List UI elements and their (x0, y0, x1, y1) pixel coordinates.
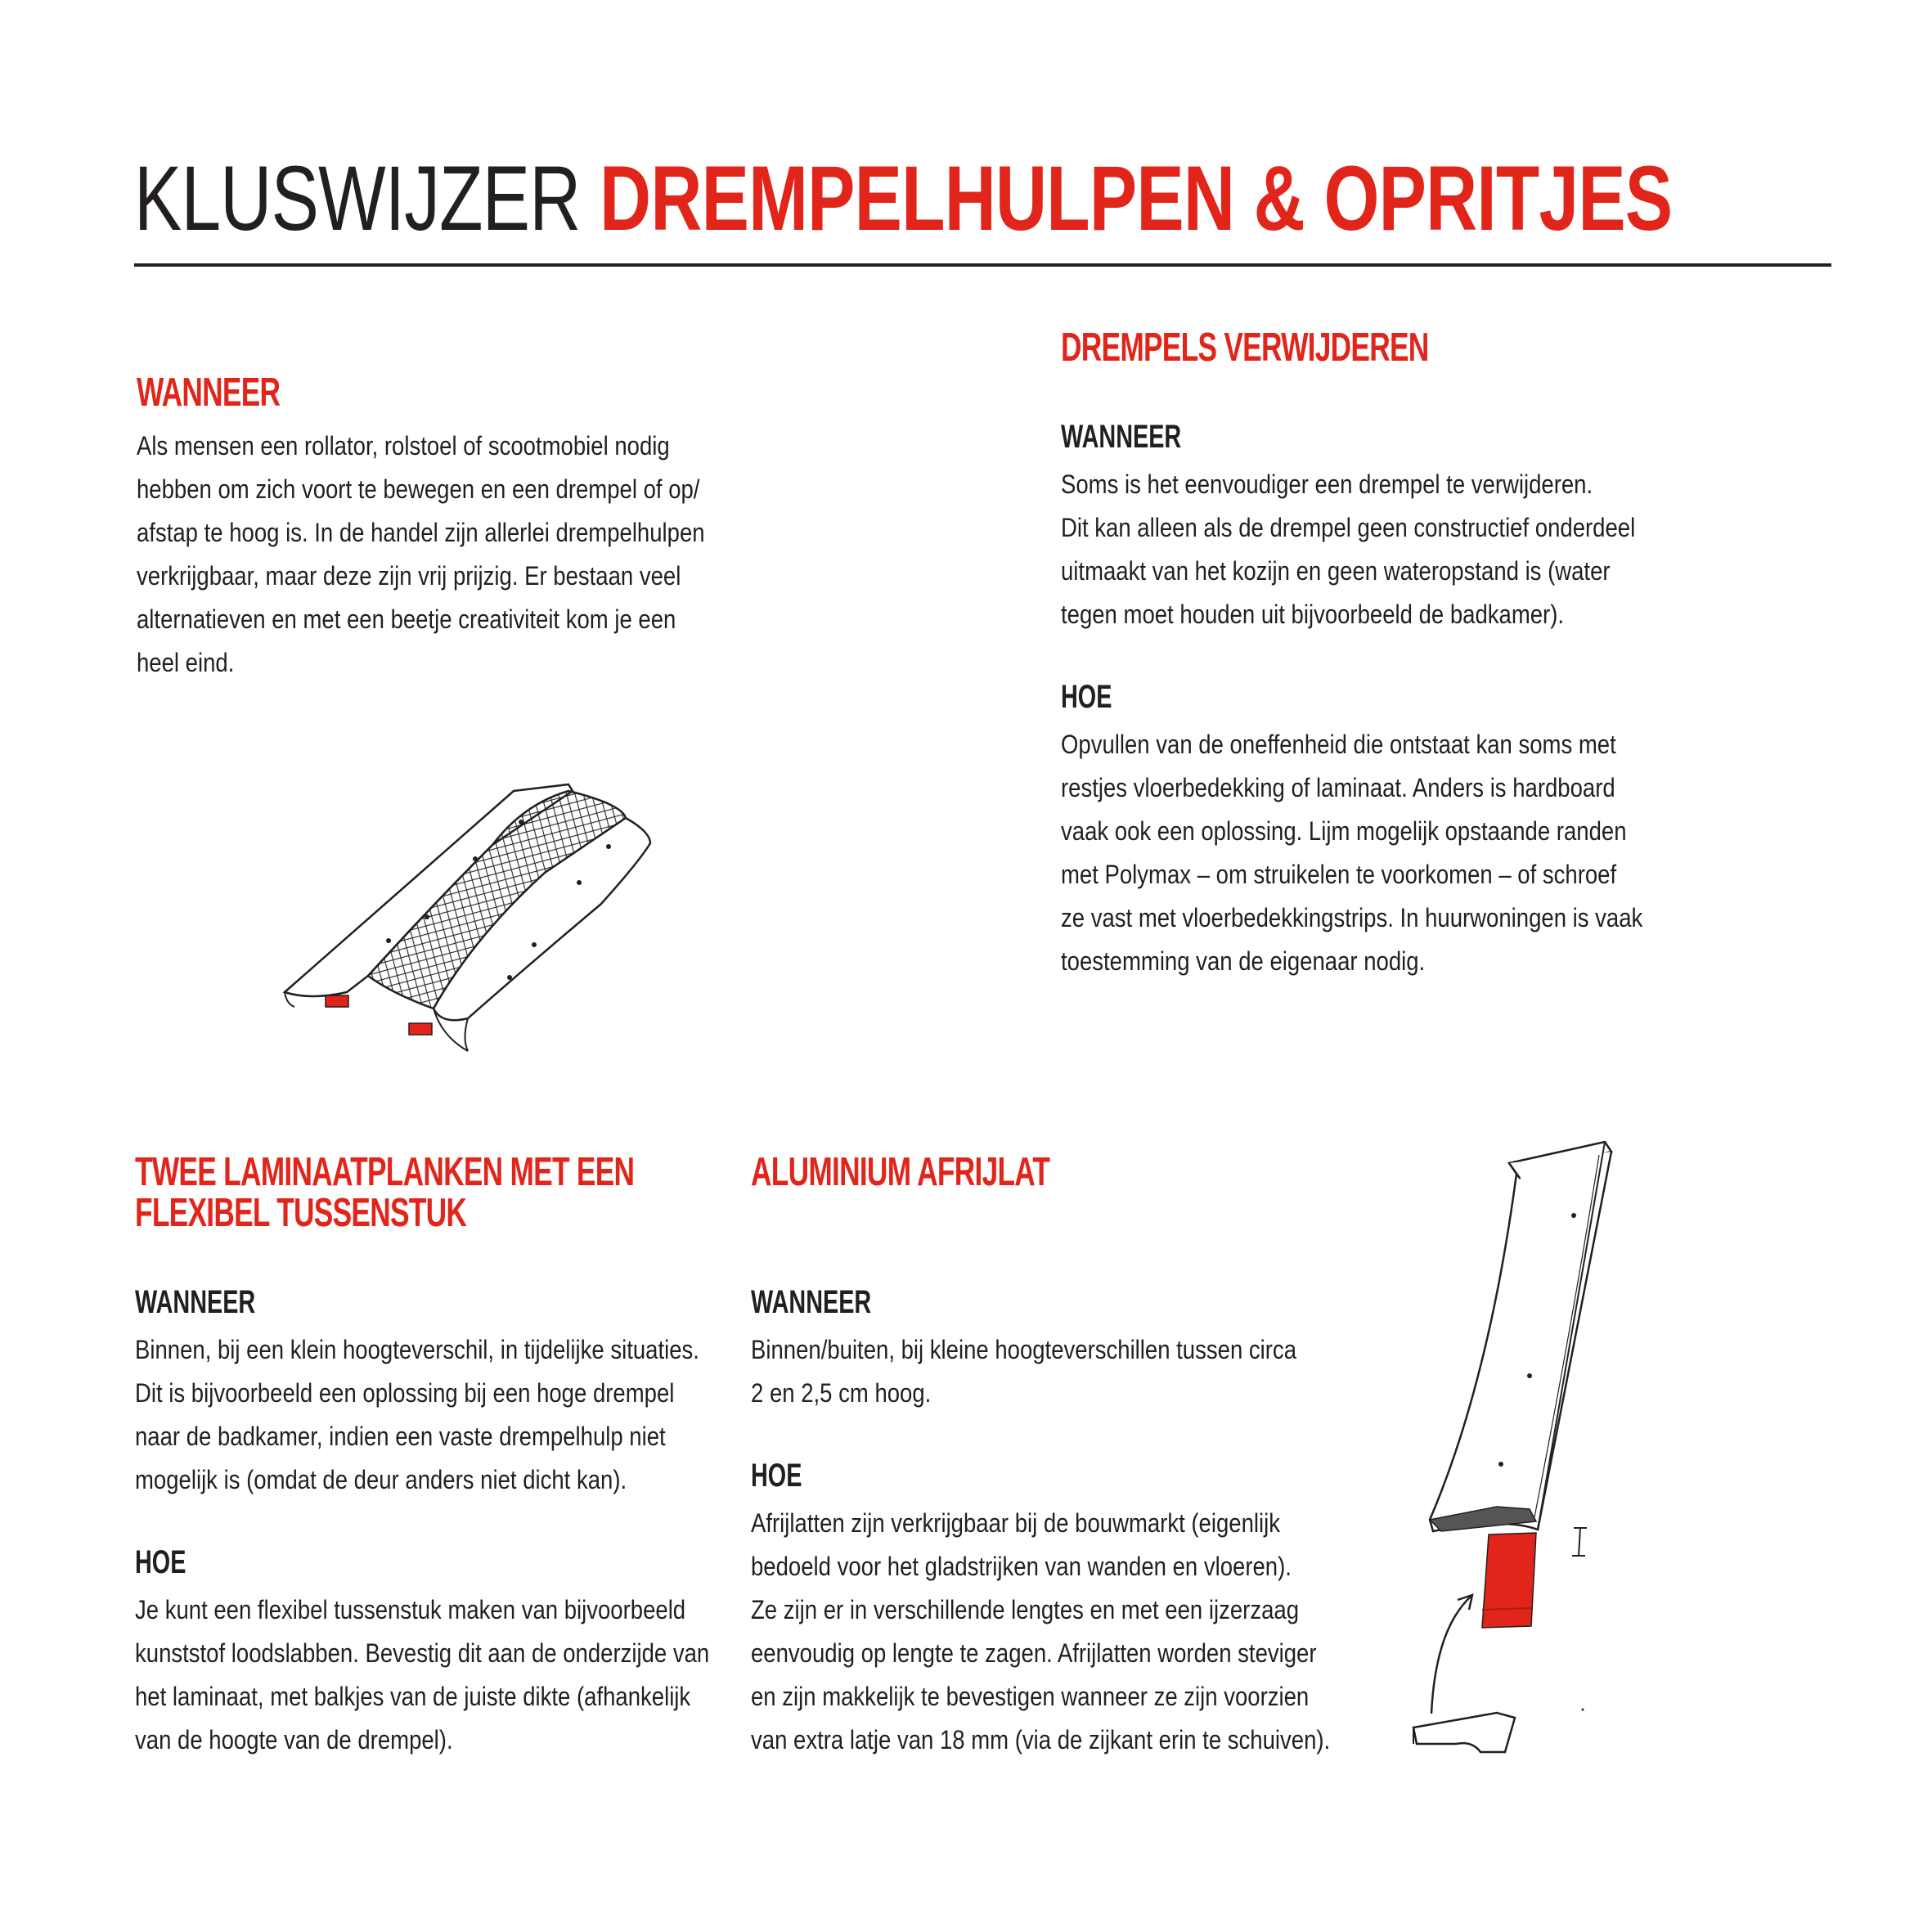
drempels-hoe-line: vaak ook een oplossing. Lijm mogelijk opstaande randen (1061, 816, 1627, 846)
intro-line: hebben om zich voort te bewegen en een drempel of op/ (137, 474, 700, 504)
laminaat-title-line: FLEXIBEL TUSSENSTUK (135, 1191, 467, 1235)
drempels-wanneer-line: Dit kan alleen als de drempel geen constructief onderdeel (1061, 513, 1636, 542)
drempels-hoe-label: HOE (1061, 679, 1112, 715)
laminaat-hoe-line: van de hoogte van de drempel). (135, 1725, 453, 1755)
intro-body (137, 425, 705, 685)
intro-heading: WANNEER (137, 371, 281, 415)
drempels-hoe-body (1061, 723, 1642, 983)
intro-line: Als mensen een rollator, rolstoel of scootmobiel nodig (137, 431, 670, 461)
drempels-hoe-line: Opvullen van de oneffenheid die ontstaat kan soms met (1061, 730, 1616, 759)
drempels-wanneer-label: WANNEER (1061, 419, 1182, 455)
laminaat-title (135, 1152, 634, 1233)
drempels-wanneer-line: Soms is het eenvoudiger een drempel te verwijderen. (1061, 470, 1593, 499)
title-light: KLUSWIJZER (134, 147, 581, 249)
laminaat-wanneer-body (135, 1328, 731, 1502)
intro-line: verkrijgbaar, maar deze zijn vrij prijzig. Er bestaan veel (137, 561, 681, 591)
aluminium-wanneer-line: 2 en 2,5 cm hoog. (751, 1378, 932, 1408)
laminaat-wanneer-line: Dit is bijvoorbeeld een oplossing bij een hoge drempel (135, 1378, 675, 1408)
aluminium-hoe-line: eenvoudig op lengte te zagen. Afrijlatten worden steviger (751, 1638, 1317, 1668)
drempels-hoe-line: met Polymax – om struikelen te voorkomen – of schroef (1061, 860, 1617, 889)
intro-line: afstap te hoog is. In de handel zijn allerlei drempelhulpen (137, 518, 705, 547)
aluminium-hoe-body (751, 1502, 1330, 1762)
aluminium-title: ALUMINIUM AFRIJLAT (751, 1150, 1050, 1194)
aluminium-section (751, 1152, 1424, 1762)
aluminium-wanneer-body (751, 1328, 1330, 1415)
intro-line: alternatieven en met een beetje creativiteit kom je een (137, 604, 676, 634)
aluminium-hoe-label: HOE (751, 1458, 802, 1494)
drempels-section (1061, 327, 1737, 983)
aluminium-hoe-line: Afrijlatten zijn verkrijgbaar bij de bouwmarkt (eigenlijk (751, 1508, 1280, 1538)
drempels-title: DREMPELS VERWIJDEREN (1061, 326, 1429, 370)
title-bold: DREMPELHULPEN & OPRITJES (600, 147, 1673, 249)
laminaat-hoe-line: kunststof loodslabben. Bevestig dit aan de onderzijde van (135, 1638, 710, 1668)
laminaat-hoe-line: het laminaat, met balkjes van de juiste dikte (afhankelijk (135, 1682, 691, 1711)
header-rule (134, 263, 1831, 267)
laminate-ramp-sketch (278, 781, 671, 1059)
drempels-hoe-line: ze vast met vloerbedekkingstrips. In huurwoningen is vaak (1061, 903, 1643, 932)
aluminium-wanneer-label: WANNEER (751, 1284, 872, 1320)
aluminium-hoe-line: van extra latje van 18 mm (via de zijkant erin te schuiven). (751, 1725, 1331, 1755)
aluminium-hoe-line: en zijn makkelijk te bevestigen wanneer ze zijn voorzien (751, 1682, 1310, 1711)
aluminium-wanneer-line: Binnen/buiten, bij kleine hoogteverschillen tussen circa (751, 1335, 1296, 1364)
laminaat-hoe-label: HOE (135, 1544, 186, 1580)
aluminium-hoe-line: Ze zijn er in verschillende lengtes en met een ijzerzaag (751, 1595, 1300, 1624)
intro-line: heel eind. (137, 648, 235, 677)
laminaat-title-line: TWEE LAMINAATPLANKEN MET EEN (135, 1150, 635, 1194)
drempels-wanneer-line: tegen moet houden uit bijvoorbeeld de badkamer). (1061, 600, 1565, 629)
laminaat-section (135, 1152, 829, 1762)
drempels-hoe-line: toestemming van de eigenaar nodig. (1061, 946, 1426, 976)
laminaat-hoe-line: Je kunt een flexibel tussenstuk maken van bijvoorbeeld (135, 1595, 686, 1624)
aluminium-screed-sketch (1391, 1137, 1628, 1767)
laminaat-hoe-body (135, 1588, 731, 1762)
drempels-hoe-line: restjes vloerbedekking of laminaat. Anders is hardboard (1061, 773, 1615, 802)
intro-section (137, 372, 798, 685)
laminaat-wanneer-line: Binnen, bij een klein hoogteverschil, in tijdelijke situaties. (135, 1335, 699, 1364)
drempels-wanneer-line: uitmaakt van het kozijn en geen wateropstand is (water (1061, 556, 1611, 586)
laminaat-wanneer-line: naar de badkamer, indien een vaste drempelhulp niet (135, 1422, 666, 1451)
laminaat-wanneer-line: mogelijk is (omdat de deur anders niet dicht kan). (135, 1465, 627, 1494)
page-title (134, 146, 1672, 252)
drempels-wanneer-body (1061, 463, 1642, 636)
laminaat-wanneer-label: WANNEER (135, 1284, 256, 1320)
aluminium-hoe-line: bedoeld voor het gladstrijken van wanden en vloeren). (751, 1552, 1292, 1581)
